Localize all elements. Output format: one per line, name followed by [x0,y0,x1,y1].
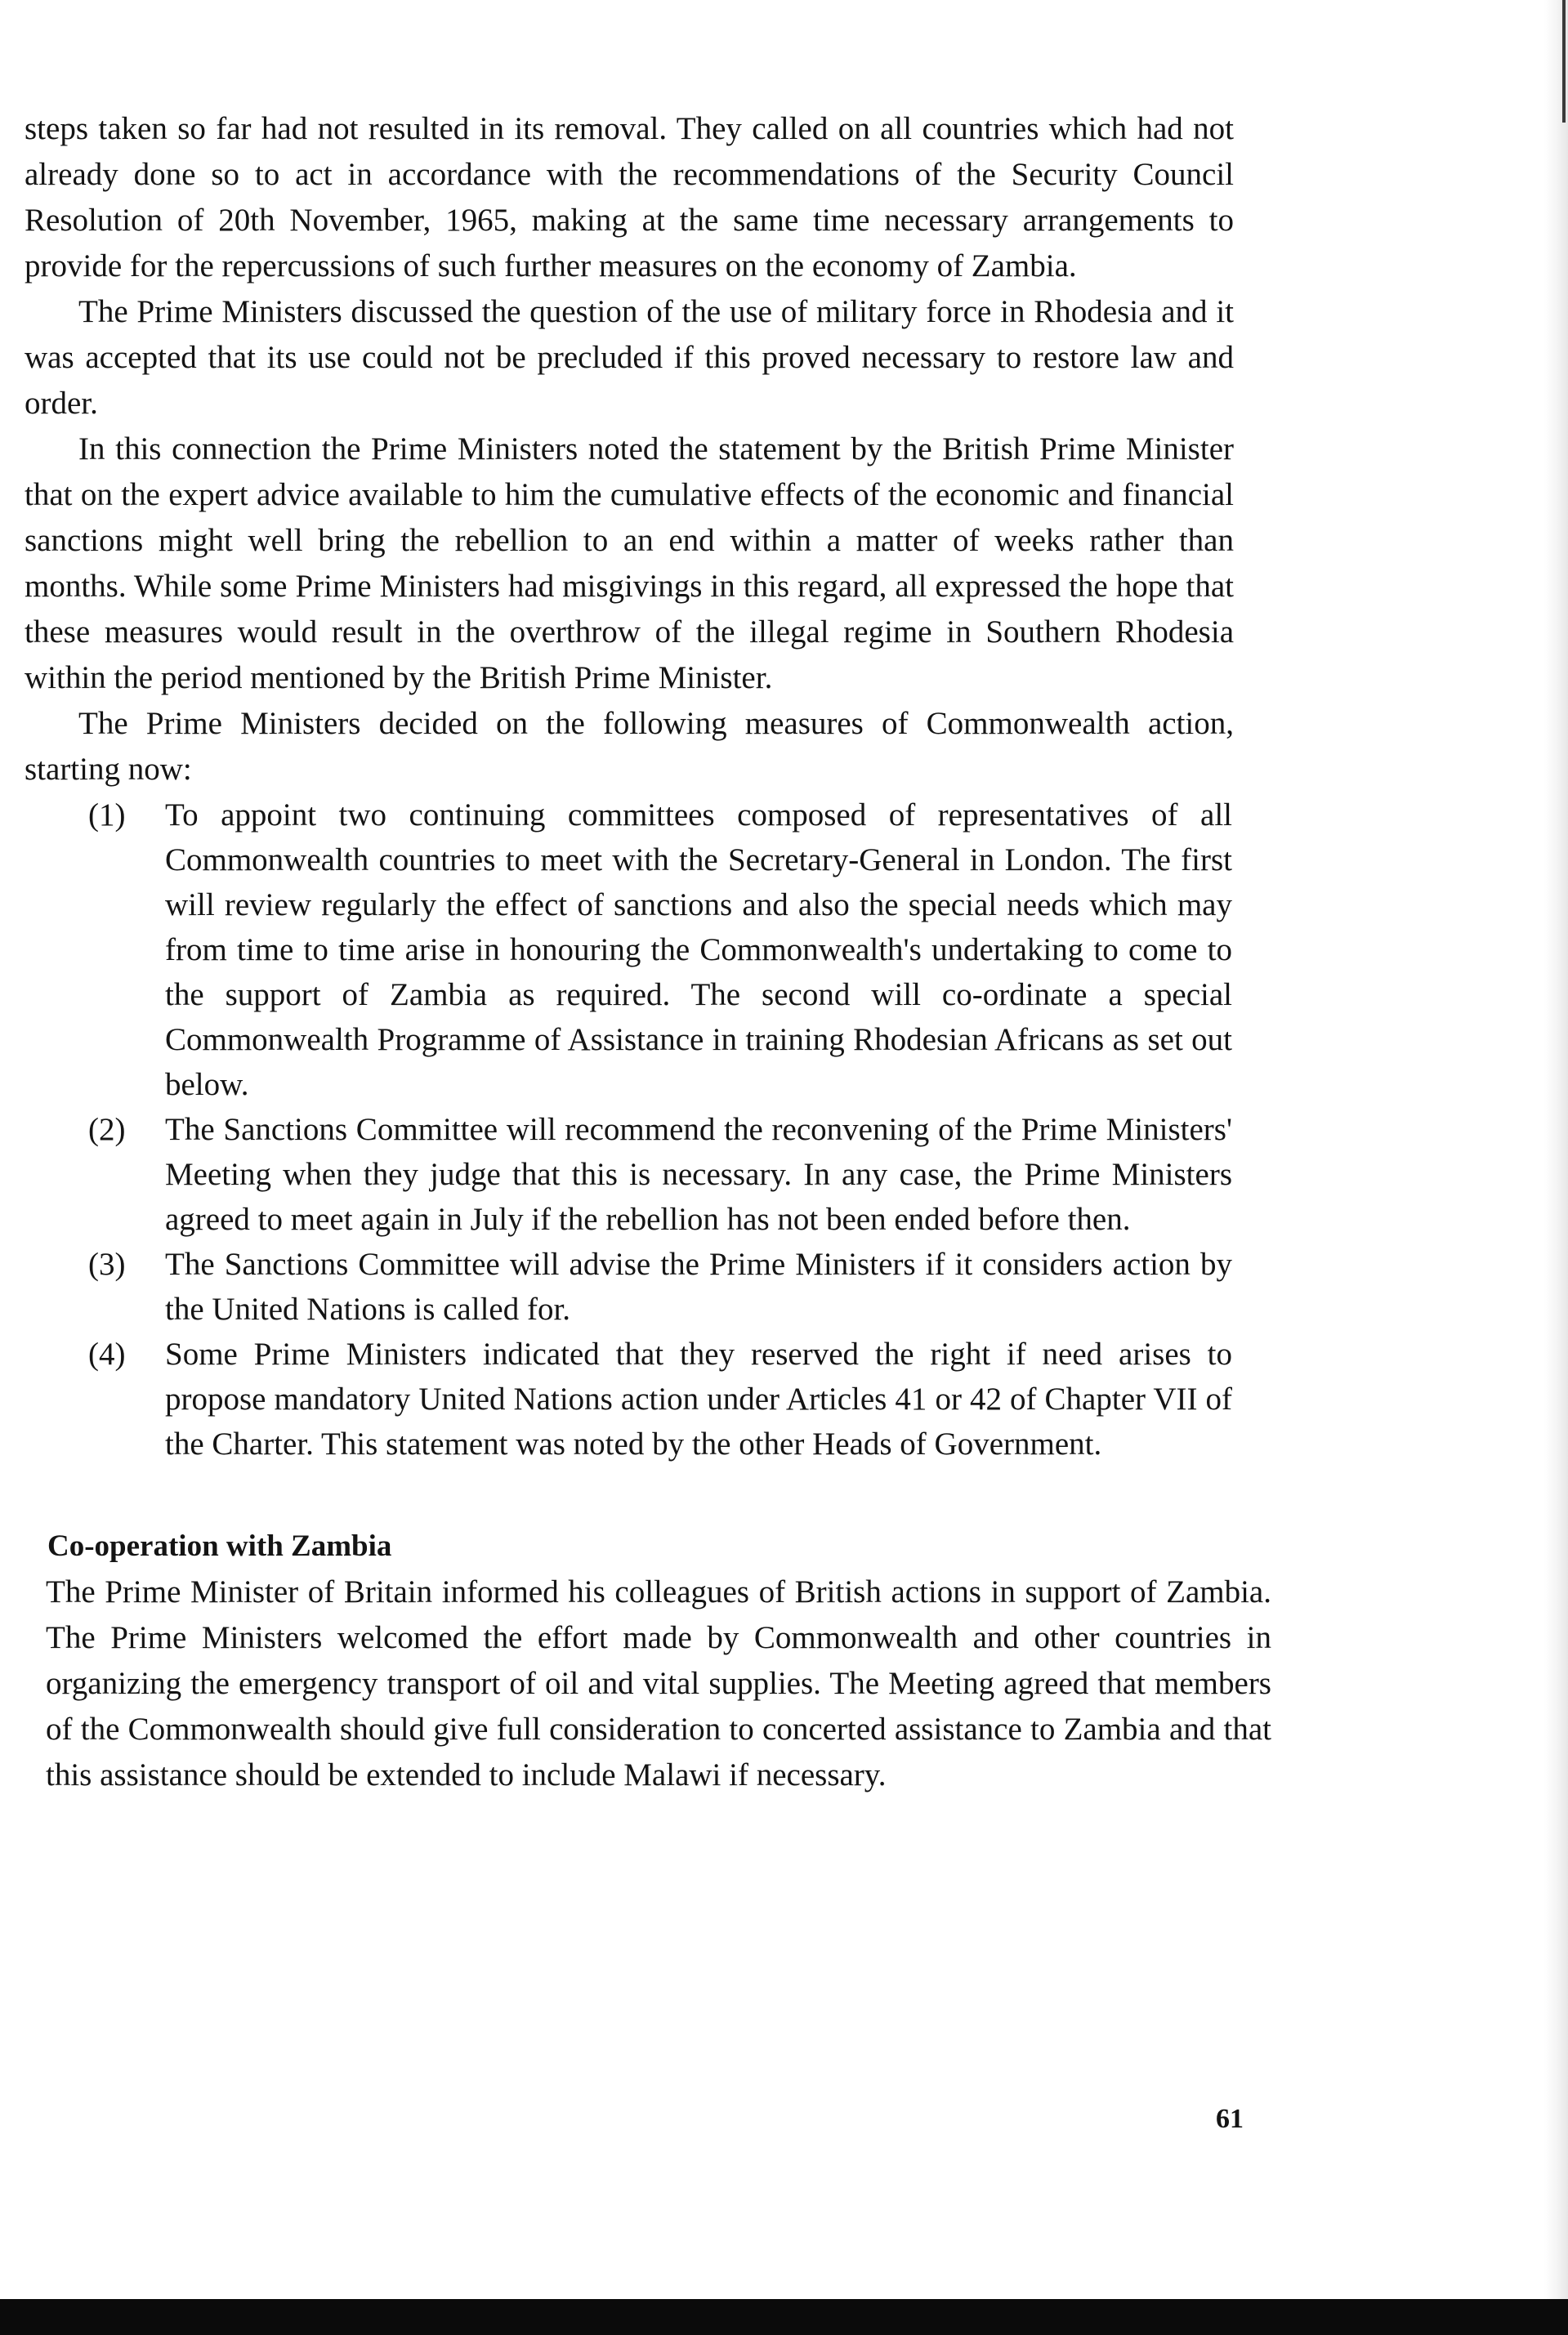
list-item-number: (3) [88,1247,126,1282]
list-item-number: (1) [88,797,126,833]
paragraph-continuation: steps taken so far had not resulted in its removal. They called on all countries which had not already done so to act in accordance with the recommendations of the Security Council Resolution of 20th November, 1965, making at the same time necessary arrangements to provide for the repercussions of such further measures on the economy of Zambia. [25,111,1234,284]
list-item-text: Some Prime Ministers indicated that they reserved the right if need arises to propose mandatory United Nations action under Articles 41 or 42 of Chapter VII of the Charter. This statement was noted by the other Heads of Government. [165,1337,1232,1462]
paragraph-sanctions-effect: In this connection the Prime Ministers noted the statement by the British Prime Minister that on the expert advice available to him the cumulative effects of the economic and financial sanctions might well bring the rebellion to an end within a matter of weeks rather than months. While some Prime Ministers had misgivings in this regard, all expressed the hope that these measures would result in the overthrow of the illegal regime in Southern Rhodesia within the period mentioned by the British Prime Minister. [25,431,1234,695]
list-item-text: The Sanctions Committee will recommend the reconvening of the Prime Ministers' Meeting when they judge that this is necessary. In any case, the Prime Ministers agreed to meet again in July if the rebellion has not been ended before then. [165,1112,1232,1237]
list-item [25,1242,1232,1332]
list-item-number: (2) [88,1112,126,1147]
list-item-number: (4) [88,1337,126,1372]
paragraph-cooperation-zambia: The Prime Minister of Britain informed his colleagues of British actions in support of Zambia. The Prime Ministers welcomed the effort made by Commonwealth and other countries in organizing the emergency transport of oil and vital supplies. The Meeting agreed that members of the Commonwealth should give full consideration to concerted assistance to Zambia and that this assistance should be extended to include Malawi if necessary. [46,1574,1271,1793]
page-number: 61 [1216,2104,1244,2134]
measures-list [25,792,1234,1467]
page-edge-mark [1562,0,1566,123]
body-text-column [25,106,1271,1798]
list-item [25,1107,1232,1242]
list-item-text: To appoint two continuing committees composed of representatives of all Commonwealth countries to meet with the Secretary-General in London. The first will review regularly the effect of sanctions and also the special needs which may from time to time arise in honouring the Commonwealth's undertaking to come to the support of Zambia as required. The second will co-ordinate a special Commonwealth Programme of Assistance in training Rhodesian Africans as set out below. [165,797,1232,1102]
paragraph-measures-intro: The Prime Ministers decided on the following measures of Commonwealth action, starting now: [25,706,1234,787]
page-edge-shadow [1544,0,1568,2299]
scan-bottom-band [0,2299,1568,2335]
list-item [25,1332,1232,1467]
section-heading: Co-operation with Zambia [47,1529,392,1563]
paragraph-military-force: The Prime Ministers discussed the question of the use of military force in Rhodesia and it was accepted that its use could not be precluded if this proved necessary to restore law and order. [25,294,1234,421]
list-item-text: The Sanctions Committee will advise the Prime Ministers if it considers action by the United Nations is called for. [165,1247,1232,1327]
list-item [25,792,1232,1107]
